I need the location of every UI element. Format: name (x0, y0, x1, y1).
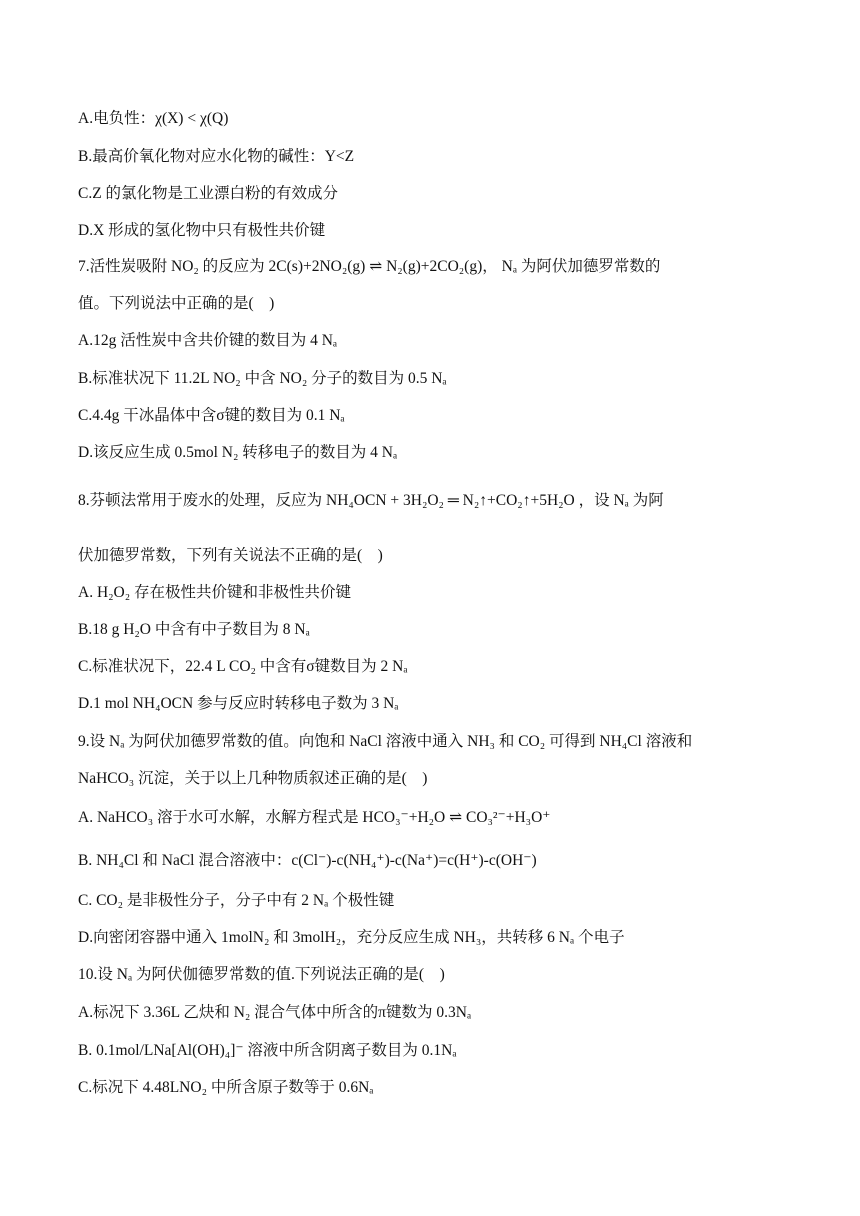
option-c-bleach: C.Z 的氯化物是工业漂白粉的有效成分 (78, 185, 339, 202)
option-b-basicity: B.最高价氧化物对应水化物的碱性：Y<Z (78, 148, 355, 165)
question-9-stem: 9.设 Nₐ 为阿伏加德罗常数的值。向饱和 NaCl 溶液中通入 NH₃ 和 CO₂ 可得到 NH₄Cl 溶液和 (78, 733, 693, 750)
q8-option-c: C.标准状况下，22.4 L CO₂ 中含有σ键数目为 2 Nₐ (78, 658, 408, 675)
q8-option-b: B.18 g H₂O 中含有中子数目为 8 Nₐ (78, 621, 310, 638)
q7-option-c: C.4.4g 干冰晶体中含σ键的数目为 0.1 Nₐ (78, 407, 345, 424)
q10-option-b: B. 0.1mol/LNa[Al(OH)₄]⁻ 溶液中所含阴离子数目为 0.1Nₐ (78, 1042, 457, 1059)
q9-option-a: A. NaHCO₃ 溶于水可水解，水解方程式是 HCO₃⁻+H₂O ⇌ CO₃²⁻+H₃O⁺ (78, 809, 551, 826)
q7-option-d: D.该反应生成 0.5mol N₂ 转移电子的数目为 4 Nₐ (78, 444, 398, 461)
question-7-stem: 7.活性炭吸附 NO₂ 的反应为 2C(s)+2NO₂(g) ⇌ N₂(g)+2CO₂(g)， Nₐ 为阿伏加德罗常数的 (78, 258, 661, 275)
q9-option-d: D.向密闭容器中通入 1molN₂ 和 3molH₂，充分反应生成 NH₃，共转移 6 Nₐ 个电子 (78, 929, 625, 946)
option-a-electronegativity: A.电负性：χ(X) < χ(Q) (78, 110, 229, 127)
q7-option-b: B.标准状况下 11.2L NO₂ 中含 NO₂ 分子的数目为 0.5 Nₐ (78, 370, 447, 387)
question-8-stem: 8.芬顿法常用于废水的处理，反应为 NH₄OCN + 3H₂O₂ ═ N₂↑+CO₂↑+5H₂O ，设 Nₐ 为阿 (78, 492, 664, 509)
q10-option-a: A.标况下 3.36L 乙炔和 N₂ 混合气体中所含的π键数为 0.3Nₐ (78, 1004, 472, 1021)
q8-option-d: D.1 mol NH₄OCN 参与反应时转移电子数为 3 Nₐ (78, 695, 399, 712)
q9-option-b: B. NH₄Cl 和 NaCl 混合溶液中：c(Cl⁻)-c(NH₄⁺)-c(Na⁺)=c(H⁺)-c(OH⁻) (78, 852, 537, 869)
q8-option-a: A. H₂O₂ 存在极性共价键和非极性共价键 (78, 584, 352, 601)
question-9-stem-cont: NaHCO₃ 沉淀，关于以上几种物质叙述正确的是( ) (78, 770, 428, 787)
question-10-stem: 10.设 Nₐ 为阿伏伽德罗常数的值.下列说法正确的是( ) (78, 966, 445, 983)
q7-option-a: A.12g 活性炭中含共价键的数目为 4 Nₐ (78, 332, 338, 349)
q9-option-c: C. CO₂ 是非极性分子，分子中有 2 Nₐ 个极性键 (78, 892, 395, 909)
question-8-stem-cont: 伏加德罗常数，下列有关说法不正确的是( ) (78, 547, 383, 564)
option-d-hydride: D.X 形成的氢化物中只有极性共价键 (78, 222, 326, 239)
question-7-stem-cont: 值。下列说法中正确的是( ) (78, 295, 275, 312)
q10-option-c: C.标况下 4.48LNO₂ 中所含原子数等于 0.6Nₐ (78, 1079, 374, 1096)
